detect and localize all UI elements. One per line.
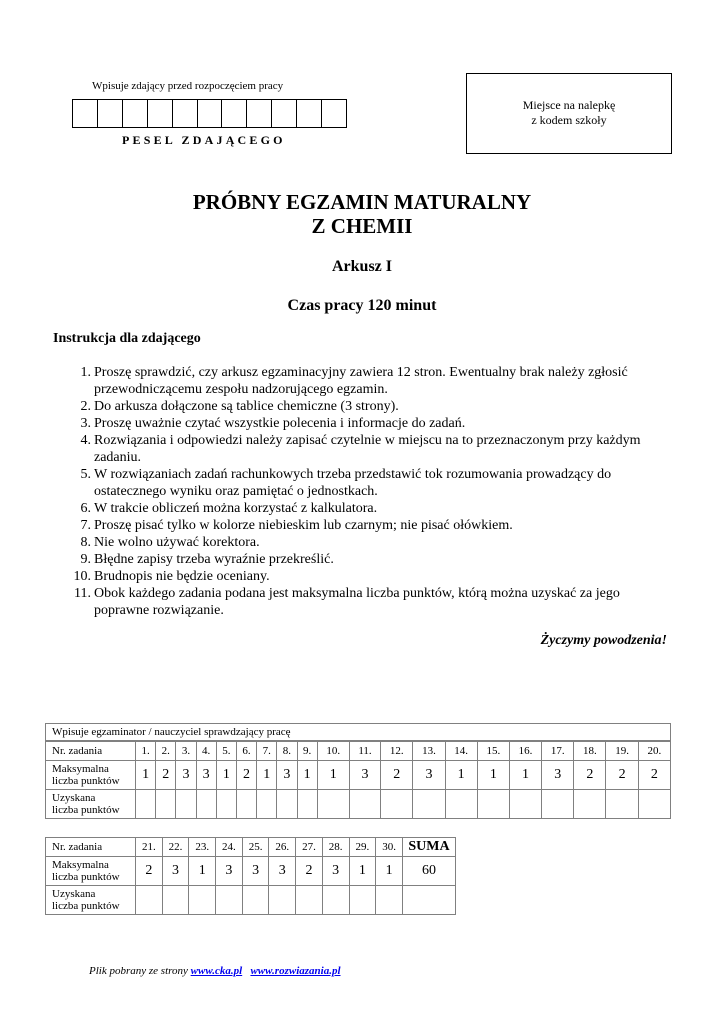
max-points-row (46, 761, 671, 790)
title-line-1: PRÓBNY EGZAMIN MATURALNY (192, 190, 532, 214)
instruction-text-line: Proszę uważnie czytać wszystkie polecenia i informacje do zadań. (94, 416, 466, 431)
task-number-cell: 28. (322, 838, 349, 857)
earned-points-cell[interactable] (257, 790, 277, 819)
max-points-row (46, 857, 456, 886)
sticker-line-1: Miejsce na nalepkę (522, 98, 616, 112)
earned-points-row (46, 886, 456, 915)
good-luck-text: Życzymy powodzenia! (540, 633, 667, 648)
instruction-item (69, 534, 689, 551)
sum-earned-cell[interactable] (403, 886, 456, 915)
max-points-cell: 1 (216, 761, 236, 790)
instruction-text-line: Brudnopis nie będzie oceniany. (94, 569, 270, 584)
task-number-cell: 5. (216, 742, 236, 761)
earned-points-cell[interactable] (136, 886, 163, 915)
max-points-cell: 1 (376, 857, 403, 886)
earned-points-cell[interactable] (574, 790, 606, 819)
pesel-input-boxes[interactable] (72, 99, 347, 128)
max-points-cell: 3 (216, 857, 243, 886)
earned-points-label (46, 886, 136, 915)
instruction-text-line: Proszę pisać tylko w kolorze niebieskim lub czarnym; nie pisać ołówkiem. (94, 518, 513, 533)
max-points-cell: 1 (317, 761, 349, 790)
instruction-text-line: Błędne zapisy trzeba wyraźnie przekreślić. (94, 552, 334, 567)
grading-note: Wpisuje egzaminator / nauczyciel sprawdzający pracę (45, 723, 671, 741)
earned-points-cell[interactable] (216, 790, 236, 819)
instructions-heading: Instrukcja dla zdającego (53, 331, 201, 346)
task-number-cell: 20. (638, 742, 670, 761)
time-label: Czas pracy 120 minut (287, 297, 437, 314)
max-points-cell: 3 (196, 761, 216, 790)
pesel-digit-box[interactable] (148, 100, 173, 127)
max-points-cell: 1 (257, 761, 277, 790)
task-number-cell: 25. (242, 838, 269, 857)
instruction-item (69, 432, 689, 466)
instruction-text-line: zadaniu. (94, 450, 142, 465)
max-points-cell: 1 (509, 761, 541, 790)
task-number-label: Nr. zadania (46, 838, 136, 857)
earned-points-cell[interactable] (297, 790, 317, 819)
instruction-text-line: W trakcie obliczeń można korzystać z kalkulatora. (94, 501, 378, 516)
task-number-cell: 24. (216, 838, 243, 857)
max-points-label-line-1: Maksymalna (52, 763, 109, 775)
task-number-cell: 16. (509, 742, 541, 761)
earned-points-cell[interactable] (162, 886, 189, 915)
earned-points-cell[interactable] (317, 790, 349, 819)
max-points-cell: 1 (445, 761, 477, 790)
earned-points-cell[interactable] (477, 790, 509, 819)
max-points-cell: 1 (349, 857, 376, 886)
school-code-sticker-box (466, 73, 672, 154)
instruction-number: 5. (80, 467, 91, 482)
earned-points-label-line-1: Uzyskana (52, 888, 96, 900)
instruction-item (69, 517, 689, 534)
max-points-cell: 3 (176, 761, 196, 790)
instruction-text-line: przewodniczącemu zespołu nadzorującego egzamin. (94, 382, 388, 397)
pesel-digit-box[interactable] (198, 100, 223, 127)
max-points-cell: 2 (638, 761, 670, 790)
max-points-cell: 2 (296, 857, 323, 886)
earned-points-label (46, 790, 136, 819)
earned-points-cell[interactable] (606, 790, 638, 819)
pesel-digit-box[interactable] (297, 100, 322, 127)
score-table-2 (45, 837, 456, 915)
instruction-text-line: ostatecznego wyniku oraz pamiętać o jednostkach. (94, 484, 378, 499)
instruction-number: 3. (80, 416, 91, 431)
instruction-number: 1. (80, 365, 91, 380)
title-line-2: Z CHEMII (311, 214, 413, 238)
earned-points-cell[interactable] (242, 886, 269, 915)
earned-points-cell[interactable] (189, 886, 216, 915)
instruction-text-line: W rozwiązaniach zadań rachunkowych trzeba przedstawić tok rozumowania prowadzący do (94, 467, 612, 482)
sheet-label: Arkusz I (331, 258, 392, 275)
task-number-row (46, 742, 671, 761)
instruction-text-line: Obok każdego zadania podana jest maksymalna liczba punktów, którą można uzyskać za jego (94, 586, 620, 601)
task-number-cell: 22. (162, 838, 189, 857)
earned-points-cell[interactable] (349, 886, 376, 915)
task-number-cell: 10. (317, 742, 349, 761)
pesel-digit-box[interactable] (272, 100, 297, 127)
task-number-cell: 3. (176, 742, 196, 761)
max-points-cell: 3 (413, 761, 445, 790)
task-number-cell: 13. (413, 742, 445, 761)
task-number-row (46, 838, 456, 857)
max-points-cell: 3 (162, 857, 189, 886)
sum-label-cell: SUMA (403, 838, 456, 857)
footer (89, 965, 341, 977)
instruction-number: 10. (73, 569, 91, 584)
max-points-cell: 2 (381, 761, 413, 790)
max-points-cell: 2 (156, 761, 176, 790)
max-points-label (46, 857, 136, 886)
task-number-cell: 15. (477, 742, 509, 761)
pesel-digit-box[interactable] (123, 100, 148, 127)
instruction-number: 8. (80, 535, 91, 550)
instruction-number: 9. (80, 552, 91, 567)
earned-points-cell[interactable] (176, 790, 196, 819)
max-points-cell: 3 (277, 761, 297, 790)
instruction-item (69, 568, 689, 585)
max-points-label-line-2: liczba punktów (52, 775, 120, 787)
pesel-digit-box[interactable] (247, 100, 272, 127)
pesel-digit-box[interactable] (173, 100, 198, 127)
task-number-cell: 29. (349, 838, 376, 857)
instruction-text-line: Proszę sprawdzić, czy arkusz egzaminacyjny zawiera 12 stron. Ewentualny brak należy zgłosić (94, 365, 628, 380)
task-number-cell: 4. (196, 742, 216, 761)
footer-link-cka[interactable]: www.cka.pl (190, 965, 243, 977)
page-title (0, 190, 724, 238)
task-number-cell: 18. (574, 742, 606, 761)
sum-max-cell: 60 (403, 857, 456, 886)
max-points-cell: 3 (269, 857, 296, 886)
earned-points-cell[interactable] (349, 790, 380, 819)
max-points-cell: 2 (136, 857, 163, 886)
earned-points-cell[interactable] (216, 886, 243, 915)
max-points-cell: 1 (477, 761, 509, 790)
task-number-cell: 2. (156, 742, 176, 761)
max-points-cell: 1 (297, 761, 317, 790)
task-number-cell: 8. (277, 742, 297, 761)
instruction-text-line: Do arkusza dołączone są tablice chemiczne (3 strony). (94, 399, 399, 414)
instruction-item (69, 398, 689, 415)
task-number-cell: 21. (136, 838, 163, 857)
task-number-cell: 9. (297, 742, 317, 761)
instruction-number: 4. (80, 433, 91, 448)
task-number-cell: 30. (376, 838, 403, 857)
earned-points-cell[interactable] (236, 790, 256, 819)
earned-points-cell[interactable] (269, 886, 296, 915)
earned-points-cell[interactable] (638, 790, 670, 819)
task-number-cell: 11. (349, 742, 380, 761)
task-number-cell: 14. (445, 742, 477, 761)
max-points-cell: 3 (349, 761, 380, 790)
instructions-list (69, 364, 689, 619)
earned-points-label-line-2: liczba punktów (52, 804, 120, 816)
earned-points-cell[interactable] (277, 790, 297, 819)
max-points-label-line-1: Maksymalna (52, 859, 109, 871)
earned-points-row (46, 790, 671, 819)
earned-points-cell[interactable] (445, 790, 477, 819)
pesel-digit-box[interactable] (98, 100, 123, 127)
task-number-cell: 23. (189, 838, 216, 857)
instruction-text-line: poprawne rozwiązanie. (94, 603, 224, 618)
instruction-text-line: Rozwiązania i odpowiedzi należy zapisać czytelnie w miejscu na to przeznaczonym przy każdym (94, 433, 641, 448)
earned-points-cell[interactable] (542, 790, 574, 819)
instruction-number: 11. (74, 586, 91, 601)
instruction-item (69, 466, 689, 500)
task-number-cell: 17. (542, 742, 574, 761)
earned-points-cell[interactable] (376, 886, 403, 915)
task-number-cell: 7. (257, 742, 277, 761)
footer-link-rozwiazania[interactable]: www.rozwiazania.pl (250, 965, 341, 977)
earned-points-cell[interactable] (296, 886, 323, 915)
earned-points-cell[interactable] (156, 790, 176, 819)
pesel-digit-box[interactable] (322, 100, 346, 127)
max-points-cell: 2 (236, 761, 256, 790)
pesel-label: PESEL ZDAJĄCEGO (122, 133, 286, 147)
instruction-item (69, 500, 689, 517)
instruction-item (69, 415, 689, 432)
max-points-cell: 2 (574, 761, 606, 790)
instruction-item (69, 364, 689, 398)
instruction-item (69, 551, 689, 568)
max-points-cell: 3 (322, 857, 349, 886)
earned-points-cell[interactable] (509, 790, 541, 819)
sticker-line-2: z kodem szkoły (531, 113, 607, 127)
earned-points-cell[interactable] (413, 790, 445, 819)
earned-points-cell[interactable] (196, 790, 216, 819)
earned-points-cell[interactable] (381, 790, 413, 819)
max-points-label-line-2: liczba punktów (52, 871, 120, 883)
max-points-cell: 2 (606, 761, 638, 790)
earned-points-cell[interactable] (322, 886, 349, 915)
max-points-cell: 1 (189, 857, 216, 886)
instruction-number: 2. (80, 399, 91, 414)
max-points-label (46, 761, 136, 790)
max-points-cell: 1 (136, 761, 156, 790)
earned-points-label-line-2: liczba punktów (52, 900, 120, 912)
footer-prefix: Plik pobrany ze strony (89, 965, 188, 977)
task-number-cell: 12. (381, 742, 413, 761)
score-table-1 (45, 741, 671, 819)
instruction-number: 6. (80, 501, 91, 516)
task-number-cell: 1. (136, 742, 156, 761)
task-number-label: Nr. zadania (46, 742, 136, 761)
pesel-digit-box[interactable] (73, 100, 98, 127)
instruction-text-line: Nie wolno używać korektora. (94, 535, 260, 550)
max-points-cell: 3 (542, 761, 574, 790)
task-number-cell: 26. (269, 838, 296, 857)
max-points-cell: 3 (242, 857, 269, 886)
earned-points-label-line-1: Uzyskana (52, 792, 96, 804)
pesel-caption: Wpisuje zdający przed rozpoczęciem pracy (92, 80, 284, 92)
task-number-cell: 19. (606, 742, 638, 761)
pesel-digit-box[interactable] (222, 100, 247, 127)
instruction-item (69, 585, 689, 619)
earned-points-cell[interactable] (136, 790, 156, 819)
instruction-number: 7. (80, 518, 91, 533)
task-number-cell: 6. (236, 742, 256, 761)
task-number-cell: 27. (296, 838, 323, 857)
